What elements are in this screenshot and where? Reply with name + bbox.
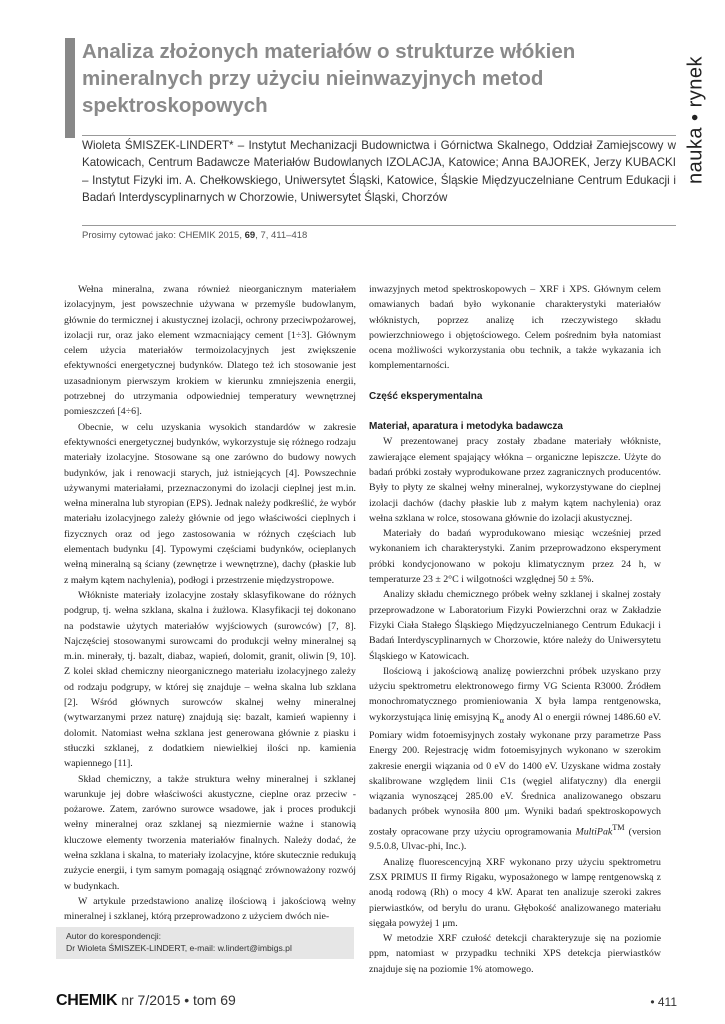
paragraph: inwazyjnych metod spektroskopowych – XRF i XPS. Głównym celem omawianych badań było wykonanie charakterystyki materiałów włóknistych, poprzez analizę ich rzeczywistego składu powierzchniowego i objętościowego. Celem pośrednim była natomiast ocena możliwości wykorzystania obu technik, a także wykazania ich komplementarności. (369, 284, 661, 372)
section-tag (674, 20, 718, 220)
citation-volume: 69 (244, 230, 256, 241)
trademark: TM (612, 822, 625, 832)
software-name: MultiPak (575, 826, 613, 838)
footer-journal (56, 992, 236, 1010)
column-right (369, 282, 661, 977)
paragraph: W metodzie XRF czułość detekcji charakteryzuje się na poziomie ppm, natomiast w przypadku techniki XPS detekcja pierwiastków znajduje się na poziomie 1% atomowego. (369, 933, 661, 975)
column-left (64, 282, 356, 924)
paragraph: Ilościową i jakościową analizę powierzchni próbek uzyskano przy użyciu spektrometru elektronowego firmy VG Scienta R3000. Źródłem monochromatycznego promieniowania X była lampa rentgenowska, wykorzystująca linię emisyjną $K_\alpha$ anody Al o energii równej 1486.60 eV. Pomiary widm fotoemisyjnych zostały wykonane przy parametrze Pass Energy 200. Rejestrację widm fotoemisyjnych wykonano w szerokim zakresie energii wiązania od 0 eV do 1400 eV. Uzyskane widma zostały skalibrowane względem linii C1s (węgiel alifatyczny) dla energii wiązania wynoszącej 285.00 eV. Średnica analizowanego obszaru badanych próbek wynosiła 800 μm. Wyniki badań spektroskopowych zostały opracowane przy użyciu oprogramowania MultiPak™ (version 9.5.0.8, Ulvac-phi, Inc.). (369, 665, 662, 853)
paragraph: Analizę fluorescencyjną XRF wykonano przy użyciu spektrometru ZSX PRIMUS II firmy Rigaku, wyposażonego w lampę rentgenowską z anodą rodową (Rh) o mocy 4 kW. Aparat ten analizuje szeroki zakres pierwiastków, od berylu do uranu. Głębokość analizowanego materiału sięgała powyżej 1 μm. (369, 856, 661, 929)
section-tag-text: nauka • rynek (684, 55, 707, 185)
paragraph: W prezentowanej pracy zostały zbadane materiały włókniste, zawierające element spajający włókna – organiczne lepiszcze. Użyte do badań próbki zostały wyprodukowane przez zagranicznych producentów. Były to płyty ze skalnej wełny mineralnej, wykorzystywane do cieplnej izolacji dachów (dachy płaskie lub z małym kątem nachylenia) oraz wełna szklana w rolce, stosowana głównie do izolacji akustycznej. (369, 436, 661, 524)
paragraph: Wełna mineralna, zwana również nieorganicznym materiałem izolacyjnym, jest powszechnie używana w przemyśle budowlanym, głównie do termicznej i akustycznej izolacji, ochrony przeciwpożarowej, izolacji rur, oraz jako element wzmacniający cement [1÷3]. Głównym celem użycia materiałów termoizolacyjnych jest zwiększenie efektywności energetycznej budynków. Dlatego też ich stosowanie jest uzasadnionym pierwszym krokiem w kierunku zmniejszenia energii, potrzebnej do utrzymania odpowiedniej temperatury wewnętrznej pomieszczeń [4÷6]. (64, 284, 356, 418)
journal-logo: CHEMIK (56, 992, 118, 1009)
paragraph: Skład chemiczny, a także struktura wełny mineralnej i szklanej warunkuje jej dobre właściwości akustyczne, cieplne oraz przeciw - pożarowe. Zatem, zarówno surowce wsadowe, jak i proces produkcji wełny mineralnej oraz szklanej są niezmiernie ważne i stanowią kluczowe elementy tworzenia materiałów finalnych. Należy dodać, że wełna szklana i skalna, to materiały izolacyjne, które skutecznie redukują zużycie energii, i tym samym pomagają osiągnąć zrównoważony rozwój w budynkach. (64, 773, 356, 892)
citation-line (82, 230, 307, 241)
authors-affiliations: Wioleta ŚMISZEK-LINDERT* – Instytut Mechanizacji Budownictwa i Górnictwa Skalnego, Oddział Zamiejscowy w Katowicach, Centrum Badawcze Materiałów Budowlanych IZOLACJA, Katowice; Anna BAJOREK, Jerzy KUBACKI – Instytut Fizyki im. A. Chełkowskiego, Uniwersytet Śląski, Katowice, Śląskie Międzyuczelniane Centrum Edukacji i Badań Interdyscyplinarnych w Chorzowie, Uniwersytet Śląski, Chorzów (82, 139, 676, 205)
article-title: Analiza złożonych materiałów o strukturze włókien mineralnych przy użyciu nieinwazyjnych metod spektroskopowych (82, 40, 576, 117)
correspondence-box (56, 927, 354, 959)
paragraph: W artykule przedstawiono analizę ilościową i jakościową wełny mineralnej i szklanej, którą przeprowadzono z użyciem dwóch nie- (64, 895, 356, 923)
correspondence-details: Dr Wioleta ŚMISZEK-LINDERT, e-mail: w.lindert@imbigs.pl (66, 942, 292, 953)
paragraph: Włókniste materiały izolacyjne zostały sklasyfikowane do różnych podgrup, tj. wełna szklana, skalna i żużlowa. Klasyfikacji tej dokonano na podstawie użytych materiałów wyjściowych (surowców) [7, 8]. Najczęściej stosowanymi surowcami do produkcji wełny mineralnej są m.in. minerały, tj. bazalt, diabaz, wapień, dolomit, granit, oliwin [9, 10]. Z kolei skład chemiczny nieorganicznego materiału izolacyjnego zależy od rodzaju podgrupy, w której się znajduje – wełna skalna lub szklana [2]. Wśród głównych surowców skalnej wełny mineralnej (wytwarzanymi przez naturę) znajdują się: bazalt, kamień wapienny i dolomit. Natomiast wełna szklana jest generowana głównie z piasku i stłuczki szklanej, z dodatkiem niewielkiej ilości np. kamienia wapiennego [11]. (64, 589, 356, 770)
section-heading: Część eksperymentalna (369, 390, 483, 402)
paragraph: Materiały do badań wyprodukowano miesiąc wcześniej przed wykonaniem ich charakterystyki. Zanim przeprowadzono eksperyment próbki kondycjonowano w pokoju klimatycznym przez 24 h, w temperaturze 23 ± 2°C i wilgotności względnej 50 ± 5%. (369, 528, 661, 586)
citation-suffix: , 7, 411–418 (255, 230, 308, 241)
page-number: • 411 (650, 995, 677, 1009)
subscript-alpha: α (499, 715, 504, 725)
subsection-heading: Materiał, aparatura i metodyka badawcza (369, 421, 563, 433)
paragraph: Obecnie, w celu uzyskania wysokich standardów w zakresie efektywności energetycznej budynków, wykorzystuje się różnego rodzaju materiały izolacyjne. Stosowane są one zarówno do budowy nowych budynków, jak i renowacji starych, już istniejących [4]. Powszechnie używanymi materiałami, przeznaczonymi do izolacji cieplnej jest m.in. wełna mineralna lub styropian (EPS). Jednak należy podkreślić, że wybór materiału izolacyjnego zależy głównie od jego właściwości cieplnych i fizycznych oraz od jego zastosowania w różnych częściach lub elementach budynku [4]. Typowymi częściami budynków, ocieplanych wełną mineralną są ściany (zewnętrze i wewnętrzne), dachy (płaskie lub z małym kątem nachylenia), podłogi i przestrzenie międzystropowe. (64, 421, 356, 586)
citation-prefix: Prosimy cytować jako: CHEMIK 2015, (82, 230, 245, 241)
correspondence-label: Autor do korespondencji: (66, 931, 162, 941)
authors-divider (82, 225, 676, 226)
title-divider (82, 135, 676, 136)
title-accent-bar (65, 38, 75, 138)
paragraph: Analizy składu chemicznego próbek wełny szklanej i skalnej zostały przeprowadzone w Laboratorium Fizyki Powierzchni oraz w Zakładzie Fizyki Ciała Stałego Śląskiego Międzyuczelnianego Centrum Edukacji i Badań Interdyscyplinarnych w Chorzowie, które należy do Uniwersytetu Śląskiego w Katowicach. (369, 589, 661, 662)
journal-issue: nr 7/2015 • tom 69 (121, 992, 236, 1008)
